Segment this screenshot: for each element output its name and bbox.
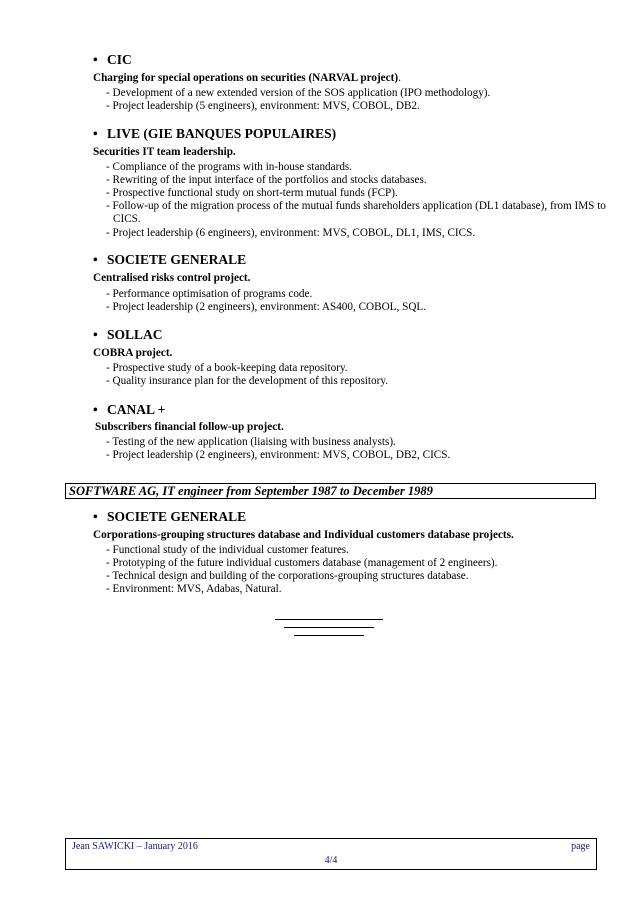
end-rule-top: [275, 619, 383, 620]
footer-page-label: page: [571, 841, 590, 852]
bullet-icon: •: [93, 509, 98, 524]
list-item: - Development of a new extended version of the SOS application (IPO methodology).: [106, 87, 491, 99]
section-subtitle-societe-generale-2: Corporations-grouping structures database and Individual customers database projects.: [93, 529, 514, 541]
section-heading-canal-plus: • CANAL +: [93, 402, 166, 417]
end-rule-middle: [284, 627, 374, 628]
section-heading-societe-generale: • SOCIETE GENERALE: [93, 252, 247, 267]
list-item: - Quality insurance plan for the development of this repository.: [106, 375, 388, 387]
list-item: - Rewriting of the input interface of the portfolios and stocks databases.: [106, 174, 427, 186]
section-subtitle-canal-plus: Subscribers financial follow-up project.: [95, 421, 284, 433]
list-item: - Project leadership (6 engineers), environment: MVS, COBOL, DL1, IMS, CICS.: [106, 227, 476, 239]
section-subtitle-sollac: COBRA project.: [93, 347, 173, 359]
section-subtitle-societe-generale: Centralised risks control project.: [93, 272, 251, 284]
section-heading-cic: • CIC: [93, 52, 132, 67]
list-item: - Functional study of the individual customer features.: [106, 544, 349, 556]
list-item: - Follow-up of the migration process of the mutual funds shareholders application (DL1 database), from IMS to CICS.: [106, 200, 606, 225]
section-heading-live: • LIVE (GIE BANQUES POPULAIRES): [93, 126, 337, 141]
bullet-icon: •: [93, 402, 98, 417]
list-item: - Environment: MVS, Adabas, Natural.: [106, 583, 282, 595]
bullet-icon: •: [93, 327, 98, 342]
section-subtitle-cic: Charging for special operations on securities (NARVAL project).: [93, 72, 401, 84]
section-heading-sollac: • SOLLAC: [93, 327, 163, 342]
list-item: - Prospective study of a book-keeping data repository.: [106, 362, 348, 374]
list-item: - Compliance of the programs with in-house standards.: [106, 161, 353, 173]
list-item: - Technical design and building of the corporations-grouping structures database.: [106, 570, 469, 582]
employment-banner: [65, 483, 596, 499]
bullet-icon: •: [93, 52, 98, 67]
employment-banner-text: SOFTWARE AG, IT engineer from September 1987 to December 1989: [69, 484, 433, 498]
section-heading-societe-generale-2: • SOCIETE GENERALE: [93, 509, 247, 524]
bullet-icon: •: [93, 252, 98, 267]
footer-page-number: 4/4: [324, 855, 338, 866]
section-subtitle-live: Securities IT team leadership.: [93, 146, 236, 158]
end-rule-bottom: [294, 635, 364, 636]
bullet-icon: •: [93, 126, 98, 141]
list-item: - Performance optimisation of programs code.: [106, 288, 313, 300]
list-item: - Prospective functional study on short-term mutual funds (FCP).: [106, 187, 398, 199]
footer-author-date: Jean SAWICKI – January 2016: [72, 841, 198, 852]
list-item: - Prototyping of the future individual customers database (management of 2 engineers).: [106, 557, 498, 569]
list-item: - Testing of the new application (liaising with business analysts).: [106, 436, 396, 448]
list-item: - Project leadership (2 engineers), environment: AS400, COBOL, SQL.: [106, 301, 427, 313]
list-item: - Project leadership (5 engineers), environment: MVS, COBOL, DB2.: [106, 100, 420, 112]
list-item: - Project leadership (2 engineers), environment: MVS, COBOL, DB2, CICS.: [106, 449, 451, 461]
page-footer: [65, 838, 597, 870]
